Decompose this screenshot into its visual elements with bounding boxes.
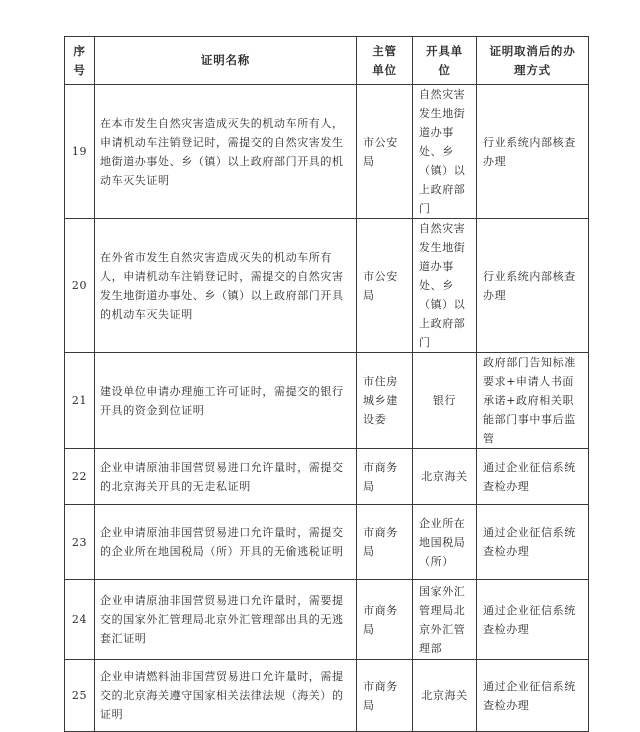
row-name: 企业申请原油非国营贸易进口允许量时，需提交的北京海关开具的无走私证明 bbox=[95, 449, 357, 505]
row-name: 企业申请原油非国营贸易进口允许量时，需要提交的国家外汇管理局北京外汇管理部出具的无逃套汇证明 bbox=[95, 580, 357, 660]
table-row bbox=[65, 219, 589, 353]
row-dept: 市商务局 bbox=[357, 580, 413, 660]
row-dept: 市公安局 bbox=[357, 219, 413, 353]
row-method: 通过企业征信系统查检办理 bbox=[477, 505, 589, 580]
row-method: 通过企业征信系统查检办理 bbox=[477, 660, 589, 732]
table-row bbox=[65, 449, 589, 505]
header-no: 序号 bbox=[65, 37, 95, 85]
row-no: 20 bbox=[65, 219, 95, 353]
row-method: 行业系统内部核查办理 bbox=[477, 85, 589, 219]
row-no: 22 bbox=[65, 449, 95, 505]
row-issuer: 企业所在地国税局（所） bbox=[413, 505, 477, 580]
row-name: 在本市发生自然灾害造成灭失的机动车所有人，申请机动车注销登记时，需提交的自然灾害发生地街道办事处、乡（镇）以上政府部门开具的机动车灭失证明 bbox=[95, 85, 357, 219]
row-name: 建设单位申请办理施工许可证时，需提交的银行开具的资金到位证明 bbox=[95, 353, 357, 449]
row-name: 在外省市发生自然灾害造成灭失的机动车所有人，申请机动车注销登记时，需提交的自然灾害发生地街道办事处、乡（镇）以上政府部门开具的机动车灭失证明 bbox=[95, 219, 357, 353]
certificate-table bbox=[64, 36, 589, 732]
row-dept: 市商务局 bbox=[357, 505, 413, 580]
table-row bbox=[65, 85, 589, 219]
row-method: 通过企业征信系统查检办理 bbox=[477, 580, 589, 660]
table-row bbox=[65, 505, 589, 580]
table-row bbox=[65, 580, 589, 660]
row-name: 企业申请燃料油非国营贸易进口允许量时，需提交的北京海关遵守国家相关法律法规（海关）的证明 bbox=[95, 660, 357, 732]
header-name: 证明名称 bbox=[95, 37, 357, 85]
row-issuer: 北京海关 bbox=[413, 660, 477, 732]
row-no: 23 bbox=[65, 505, 95, 580]
row-no: 21 bbox=[65, 353, 95, 449]
row-dept: 市公安局 bbox=[357, 85, 413, 219]
row-no: 25 bbox=[65, 660, 95, 732]
row-method: 通过企业征信系统查检办理 bbox=[477, 449, 589, 505]
row-name: 企业申请原油非国营贸易进口允许量时，需提交的企业所在地国税局（所）开具的无偷逃税证明 bbox=[95, 505, 357, 580]
table-header-row bbox=[65, 37, 589, 85]
row-issuer: 北京海关 bbox=[413, 449, 477, 505]
row-dept: 市商务局 bbox=[357, 449, 413, 505]
row-no: 19 bbox=[65, 85, 95, 219]
row-method: 行业系统内部核查办理 bbox=[477, 219, 589, 353]
header-method: 证明取消后的办理方式 bbox=[477, 37, 589, 85]
table-row bbox=[65, 353, 589, 449]
header-dept: 主管单位 bbox=[357, 37, 413, 85]
row-issuer: 自然灾害发生地街道办事处、乡（镇）以上政府部门 bbox=[413, 85, 477, 219]
row-no: 24 bbox=[65, 580, 95, 660]
row-issuer: 国家外汇管理局北京外汇管理部 bbox=[413, 580, 477, 660]
row-method: 政府部门告知标准要求+申请人书面承诺+政府相关职能部门事中事后监管 bbox=[477, 353, 589, 449]
row-issuer: 自然灾害发生地街道办事处、乡（镇）以上政府部门 bbox=[413, 219, 477, 353]
row-dept: 市商务局 bbox=[357, 660, 413, 732]
header-issuer: 开具单位 bbox=[413, 37, 477, 85]
row-issuer: 银行 bbox=[413, 353, 477, 449]
table-row bbox=[65, 660, 589, 732]
row-dept: 市住房城乡建设委 bbox=[357, 353, 413, 449]
